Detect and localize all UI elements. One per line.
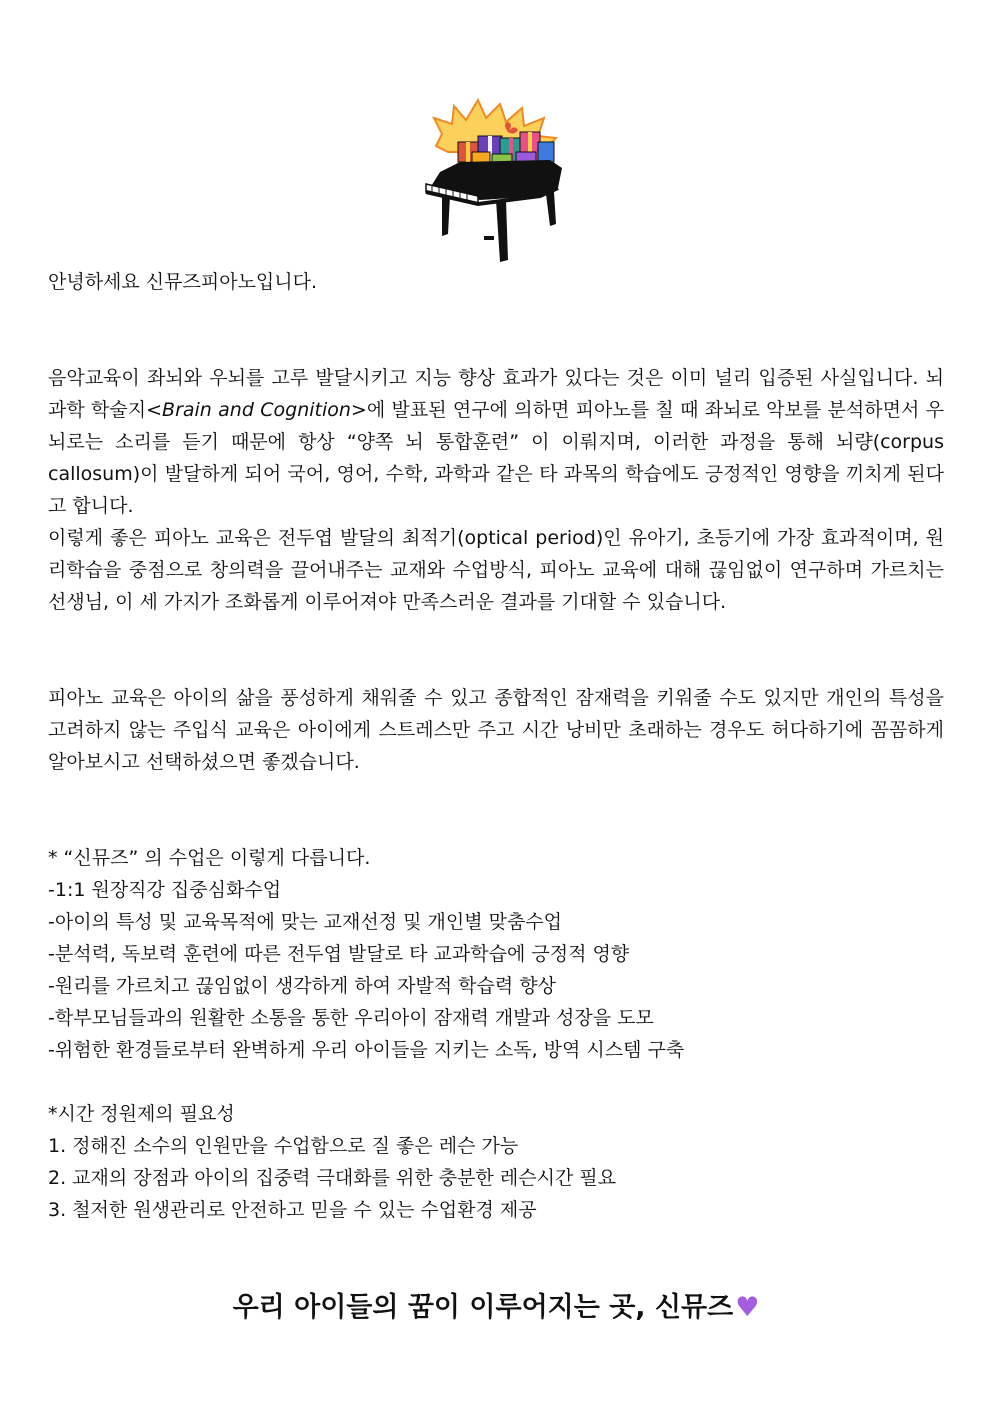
closing-slogan xyxy=(0,1288,992,1328)
time-system-list xyxy=(48,1130,944,1226)
time-system-item: 1. 정해진 소수의 인원만을 수업함으로 질 좋은 레슨 가능 xyxy=(48,1135,519,1157)
features-list xyxy=(48,874,944,1066)
feature-item: -원리를 가르치고 끊임없이 생각하게 하여 자발적 학습력 향상 xyxy=(48,975,556,997)
feature-item: -위험한 환경들로부터 완벽하게 우리 아이들을 지키는 소독, 방역 시스템 구축 xyxy=(48,1039,685,1061)
journal-title: Brain and Cognition xyxy=(162,399,351,421)
piano-with-gifts-icon xyxy=(420,96,570,266)
intro-paragraph-2: 이렇게 좋은 피아노 교육은 전두엽 발달의 최적기(optical period)인 유아기, 초등기에 가장 효과적이며, 원리학습을 중점으로 창의력을 끌어내주는 교재와 수업방식, 피아노 교육에 대해 끊임없이 연구하며 가르치는 선생님, 이 세 가지가 조화롭게 이루어져야 만족스러운 결과를 기대할 수 있습니다. xyxy=(48,527,944,613)
feature-item: -분석력, 독보력 훈련에 따른 전두엽 발달로 타 교과학습에 긍정적 영향 xyxy=(48,943,630,965)
advice-paragraph: 피아노 교육은 아이의 삶을 풍성하게 채워줄 수 있고 종합적인 잠재력을 키워줄 수도 있지만 개인의 특성을 고려하지 않는 주입식 교육은 아이에게 스트레스만 주고 시간 낭비만 초래하는 경우도 허다하기에 꼼꼼하게 알아보시고 선택하셨으면 좋겠습니다. xyxy=(48,687,944,773)
closing-text: 우리 아이들의 꿈이 이루어지는 곳, 신뮤즈 xyxy=(232,1292,734,1323)
time-system-item: 2. 교재의 장점과 아이의 집중력 극대화를 위한 충분한 레슨시간 필요 xyxy=(48,1167,617,1189)
feature-item: -1:1 원장직강 집중심화수업 xyxy=(48,879,282,901)
features-heading: * “신뮤즈” 의 수업은 이렇게 다릅니다. xyxy=(48,847,371,869)
heart-icon: ♥ xyxy=(735,1292,760,1323)
greeting: 안녕하세요 신뮤즈피아노입니다. xyxy=(48,271,318,293)
intro-paragraph-1 xyxy=(48,362,944,522)
time-system-item: 3. 철저한 원생관리로 안전하고 믿을 수 있는 수업환경 제공 xyxy=(48,1199,537,1221)
time-system-heading: *시간 정원제의 필요성 xyxy=(48,1103,235,1125)
feature-item: -학부모님들과의 원활한 소통을 통한 우리아이 잠재력 개발과 성장을 도모 xyxy=(48,1007,654,1029)
feature-item: -아이의 특성 및 교육목적에 맞는 교재선정 및 개인별 맞춤수업 xyxy=(48,911,563,933)
intro-text-after: >에 발표된 연구에 의하면 피아노를 칠 때 좌뇌로 악보를 분석하면서 우뇌로는 소리를 듣기 때문에 항상 “양쪽 뇌 통합훈련” 이 이뤄지며, 이러한 과정을 통해 뇌량(corpus callosum)이 발달하게 되어 국어, 영어, 수학, 과학과 같은 타 과목의 학습에도 긍정적인 영향을 끼치게 된다고 합니다. xyxy=(48,399,944,517)
document-body xyxy=(48,266,944,1226)
intro-text-before: 음악교육이 좌뇌와 우뇌를 고루 발달시키고 지능 향상 효과가 있다는 것은 이미 널리 입증된 사실입니다. 뇌 과학 학술지< xyxy=(48,367,944,421)
